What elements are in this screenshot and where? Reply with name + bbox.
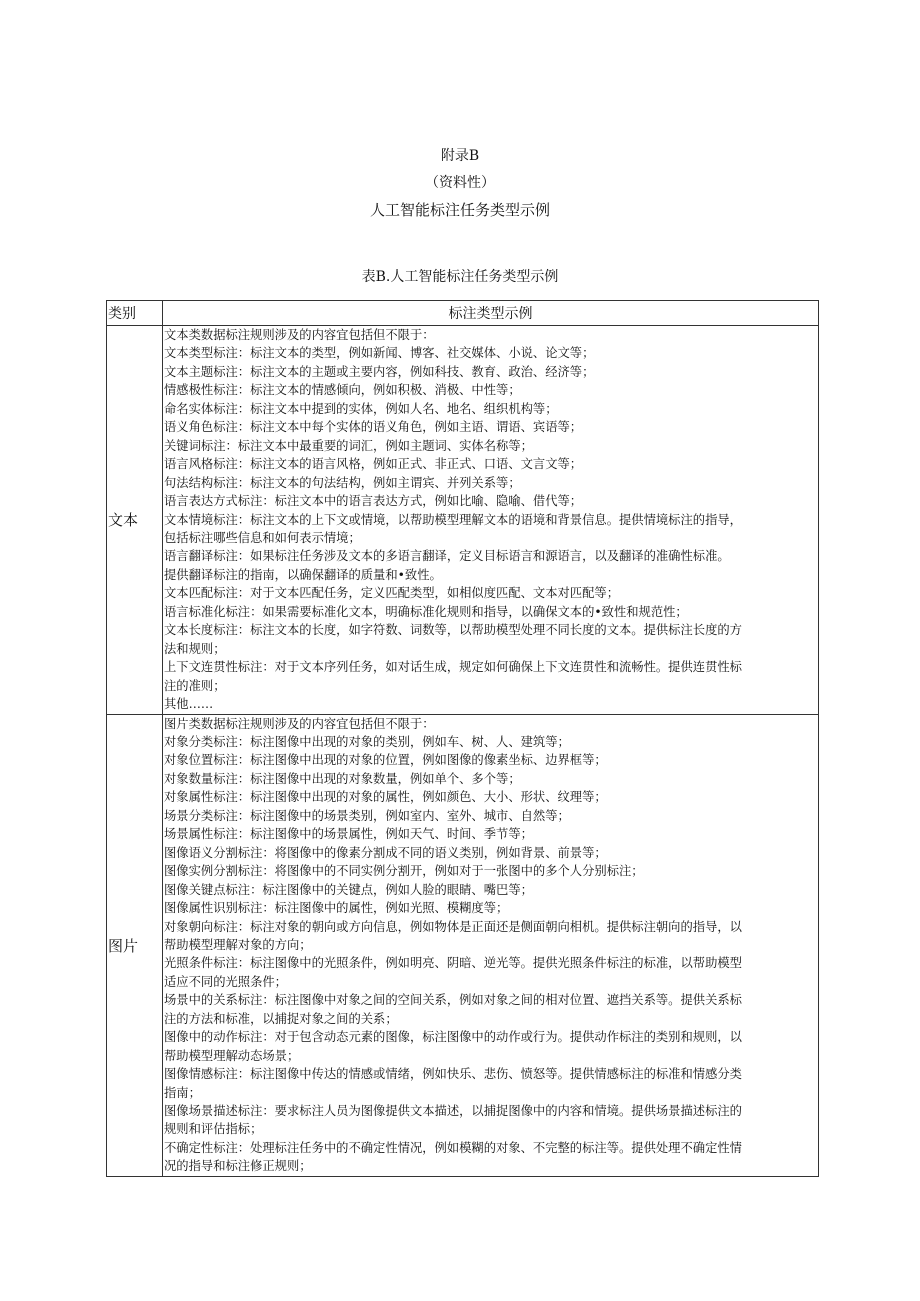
example-line: 注的方法和标准，以捕捉对象之间的关系；	[164, 1011, 398, 1026]
example-line: 其他……	[164, 697, 214, 712]
example-line: 情感极性标注：标注文本的情感倾向，例如积极、消极、中性等；	[164, 383, 521, 398]
example-line: 帮助模型理解对象的方向；	[164, 937, 312, 952]
header-examples: 标注类型示例	[163, 301, 819, 326]
example-line: 语言翻译标注：如果标注任务涉及文本的多语言翻译，定义目标语言和源语言，以及翻译的准确性标准。	[164, 549, 730, 564]
example-line: 上下文连贯性标注：对于文本序列任务，如对话生成，规定如何确保上下文连贯性和流畅性。提供连贯性标	[164, 660, 742, 675]
table-header-row	[107, 301, 819, 326]
example-line: 注的准则；	[164, 678, 226, 693]
example-line: 况的指导和标注修正规则；	[164, 1159, 312, 1174]
appendix-title: 附录B	[440, 148, 480, 164]
example-line: 图像中的动作标注：对于包含动态元素的图像，标注图像中的动作或行为。提供动作标注的类别和规则，以	[164, 1030, 742, 1045]
example-line: 语义角色标注：标注文本中每个实体的语义角色，例如主语、谓语、宾语等；	[164, 420, 583, 435]
example-line: 场景分类标注：标注图像中的场景类别，例如室内、室外、城市、自然等；	[164, 808, 570, 823]
example-line: 文本长度标注：标注文本的长度，如字符数、词数等，以帮助模型处理不同长度的文本。提供标注长度的方	[164, 623, 742, 638]
example-line: 文本情境标注：标注文本的上下文或情境，以帮助模型理解文本的语境和背景信息。提供情境标注的指导，	[164, 512, 742, 527]
example-line: 图像关键点标注：标注图像中的关键点，例如人脸的眼睛、嘴巴等；	[164, 882, 533, 897]
example-line: 图像实例分割标注：将图像中的不同实例分割开，例如对于一张图中的多个人分别标注；	[164, 864, 644, 879]
example-line: 文本类数据标注规则涉及的内容宜包括但不限于：	[164, 328, 435, 342]
example-line: 适应不同的光照条件；	[164, 974, 287, 989]
category-cell: 文本	[107, 326, 163, 715]
example-line: 图片类数据标注规则涉及的内容宜包括但不限于：	[164, 716, 435, 731]
example-line: 关键词标注：标注文本中最重要的词汇，例如主题词、实体名称等；	[164, 438, 533, 453]
example-line: 文本匹配标注：对于文本匹配任务，定义匹配类型，如相似度匹配、文本对匹配等；	[164, 586, 619, 601]
table-row-text	[107, 326, 819, 715]
example-line: 语言风格标注：标注文本的语言风格，例如正式、非正式、口语、文言文等；	[164, 457, 583, 472]
appendix-subtitle: 人工智能标注任务类型示例	[369, 201, 550, 219]
example-line: 光照条件标注：标注图像中的光照条件，例如明亮、阴暗、逆光等。提供光照条件标注的标准，以帮助模型	[164, 956, 742, 971]
example-line: 对象分类标注：标注图像中出现的对象的类别，例如车、树、人、建筑等；	[164, 734, 570, 749]
example-line: 对象属性标注：标注图像中出现的对象的属性，例如颜色、大小、形状、纹理等；	[164, 790, 607, 805]
example-line: 文本类型标注：标注文本的类型，例如新闻、博客、社交媒体、小说、论文等；	[164, 346, 595, 361]
example-line: 对象数量标注：标注图像中出现的对象数量，例如单个、多个等；	[164, 771, 521, 786]
example-line: 提供翻译标注的指南，以确保翻译的质量和•致性。	[164, 567, 442, 582]
example-line: 语言标准化标注：如果需要标准化文本，明确标准化规则和指导，以确保文本的•致性和规范性；	[164, 604, 688, 619]
example-line: 文本主题标注：标注文本的主题或主要内容，例如科技、教育、政治、经济等；	[164, 364, 595, 379]
example-line: 指南；	[164, 1085, 201, 1100]
example-line: 图像情感标注：标注图像中传达的情感或情绪，例如快乐、悲伤、愤怒等。提供情感标注的标准和情感分类	[164, 1067, 742, 1082]
example-line: 不确定性标注：处理标注任务中的不确定性情况，例如模糊的对象、不完整的标注等。提供处理不确定性情	[164, 1140, 742, 1155]
example-line: 法和规则；	[164, 641, 226, 656]
example-line: 命名实体标注：标注文本中提到的实体，例如人名、地名、组织机构等；	[164, 401, 558, 416]
examples-cell	[163, 714, 819, 1176]
header-category: 类别	[107, 301, 163, 326]
examples-cell	[163, 326, 819, 715]
appendix-note: （资料性）	[425, 175, 495, 191]
example-line: 句法结构标注：标注文本的句法结构，例如主谓宾、并列关系等；	[164, 475, 521, 490]
example-line: 语言表达方式标注：标注文本中的语言表达方式，例如比喻、隐喻、借代等；	[164, 494, 583, 509]
example-line: 场景属性标注：标注图像中的场景属性，例如天气、时间、季节等；	[164, 827, 533, 842]
example-line: 图像属性识别标注：标注图像中的属性，例如光照、模糊度等；	[164, 901, 509, 916]
example-line: 图像场景描述标注：要求标注人员为图像提供文本描述，以捕捉图像中的内容和情境。提供场景描述标注的	[164, 1104, 742, 1119]
example-line: 规则和评估指标；	[164, 1122, 263, 1137]
example-line: 场景中的关系标注：标注图像中对象之间的空间关系，例如对象之间的相对位置、遮挡关系等。提供关系标	[164, 993, 742, 1008]
example-line: 对象朝向标注：标注对象的朝向或方向信息，例如物体是正面还是侧面朝向相机。提供标注朝向的指导，以	[164, 919, 742, 934]
annotation-types-table	[106, 300, 819, 1177]
example-line: 包括标注哪些信息和如何表示情境；	[164, 530, 361, 545]
example-line: 帮助模型理解动态场景；	[164, 1048, 300, 1063]
category-cell: 图片	[107, 714, 163, 1176]
example-line: 对象位置标注：标注图像中出现的对象的位置，例如图像的像素坐标、边界框等；	[164, 753, 607, 768]
example-line: 图像语义分割标注：将图像中的像素分割成不同的语义类别，例如背景、前景等；	[164, 845, 607, 860]
table-caption: 表B.人工智能标注任务类型示例	[361, 269, 559, 285]
table-row-image	[107, 714, 819, 1176]
